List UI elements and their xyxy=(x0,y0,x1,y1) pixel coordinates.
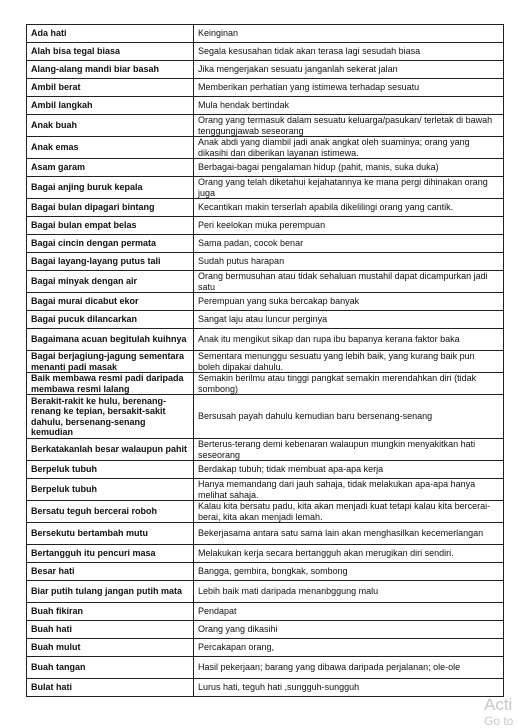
peribahasa-meaning: Berterus-terang demi kebenaran walaupun mungkin menyakitkan hati seseorang xyxy=(194,439,504,461)
peribahasa-meaning: Semakin berilmu atau tinggi pangkat semakin merendahkan diri (tidak sombong) xyxy=(194,373,504,395)
table-row xyxy=(27,159,504,177)
peribahasa-term: Bagai murai dicabut ekor xyxy=(27,293,194,311)
peribahasa-meaning: Kalau kita bersatu padu, kita akan menjadi kuat tetapi kalau kita bercerai-berai, kita akan menjadi lemah. xyxy=(194,501,504,523)
peribahasa-meaning: Sudah putus harapan xyxy=(194,253,504,271)
peribahasa-meaning: Berdakap tubuh; tidak membuat apa-apa kerja xyxy=(194,461,504,479)
table-row xyxy=(27,351,504,373)
table-row xyxy=(27,311,504,329)
watermark-line-2: Go to xyxy=(484,714,514,728)
peribahasa-meaning: Berbagai-bagai pengalaman hidup (pahit, manis, suka duka) xyxy=(194,159,504,177)
peribahasa-meaning: Pendapat xyxy=(194,603,504,621)
peribahasa-term: Bertangguh itu pencuri masa xyxy=(27,545,194,563)
peribahasa-meaning: Hasil pekerjaan; barang yang dibawa daripada perjalanan; ole-ole xyxy=(194,657,504,679)
table-row xyxy=(27,395,504,439)
peribahasa-meaning: Lebih baik mati daripada menanbggung malu xyxy=(194,581,504,603)
peribahasa-meaning: Peri keelokan muka perempuan xyxy=(194,217,504,235)
table-row xyxy=(27,603,504,621)
table-row xyxy=(27,217,504,235)
peribahasa-term: Alang-alang mandi biar basah xyxy=(27,61,194,79)
peribahasa-term: Berpeluk tubuh xyxy=(27,479,194,501)
peribahasa-meaning: Kecantikan makin terserlah apabila dikelilingi orang yang cantik. xyxy=(194,199,504,217)
table-row xyxy=(27,271,504,293)
table-row xyxy=(27,657,504,679)
peribahasa-term: Berakit-rakit ke hulu, berenang-renang ke tepian, bersakit-sakit dahulu, bersenang-senang kemudian xyxy=(27,395,194,439)
activate-windows-watermark xyxy=(484,696,513,728)
peribahasa-meaning: Sementara menunggu sesuatu yang lebih baik, yang kurang baik pun boleh dipakai dahulu. xyxy=(194,351,504,373)
peribahasa-term: Anak buah xyxy=(27,115,194,137)
peribahasa-term: Ada hati xyxy=(27,25,194,43)
peribahasa-meaning: Orang bermusuhan atau tidak sehaluan mustahil dapat dicampurkan jadi satu xyxy=(194,271,504,293)
peribahasa-term: Ambil berat xyxy=(27,79,194,97)
peribahasa-term: Bagai bulan empat belas xyxy=(27,217,194,235)
peribahasa-term: Biar putih tulang jangan putih mata xyxy=(27,581,194,603)
peribahasa-meaning: Melakukan kerja secara bertangguh akan merugikan diri sendiri. xyxy=(194,545,504,563)
peribahasa-term: Asam garam xyxy=(27,159,194,177)
table-row xyxy=(27,235,504,253)
peribahasa-meaning: Memberikan perhatian yang istimewa terhadap sesuatu xyxy=(194,79,504,97)
table-row xyxy=(27,679,504,697)
watermark-line-1: Acti xyxy=(484,695,513,714)
peribahasa-meaning: Percakapan orang, xyxy=(194,639,504,657)
table-row xyxy=(27,79,504,97)
peribahasa-meaning: Perempuan yang suka bercakap banyak xyxy=(194,293,504,311)
peribahasa-term: Alah bisa tegal biasa xyxy=(27,43,194,61)
table-row xyxy=(27,293,504,311)
peribahasa-term: Bulat hati xyxy=(27,679,194,697)
peribahasa-term: Bagai layang-layang putus tali xyxy=(27,253,194,271)
peribahasa-meaning: Segala kesusahan tidak akan terasa lagi sesudah biasa xyxy=(194,43,504,61)
peribahasa-term: Buah tangan xyxy=(27,657,194,679)
table-row xyxy=(27,373,504,395)
table-row xyxy=(27,253,504,271)
table-body xyxy=(27,25,504,697)
peribahasa-term: Bersekutu bertambah mutu xyxy=(27,523,194,545)
table-row xyxy=(27,439,504,461)
peribahasa-meaning: Orang yang termasuk dalam sesuatu keluarga/pasukan/ terletak di bawah tenggungjawab seseorang xyxy=(194,115,504,137)
peribahasa-term: Anak emas xyxy=(27,137,194,159)
table-row xyxy=(27,97,504,115)
peribahasa-term: Bagai berjagiung-jagung sementara menanti padi masak xyxy=(27,351,194,373)
peribahasa-term: Bagai bulan dipagari bintang xyxy=(27,199,194,217)
peribahasa-meaning: Bangga, gembira, bongkak, sombong xyxy=(194,563,504,581)
table-row xyxy=(27,329,504,351)
table-row xyxy=(27,581,504,603)
table-row xyxy=(27,61,504,79)
table-row xyxy=(27,137,504,159)
peribahasa-term: Berkatakanlah besar walaupun pahit xyxy=(27,439,194,461)
peribahasa-meaning: Orang yang telah diketahui kejahatannya ke mana pergi dihinakan orang juga xyxy=(194,177,504,199)
table-row xyxy=(27,25,504,43)
peribahasa-term: Buah fikiran xyxy=(27,603,194,621)
peribahasa-term: Besar hati xyxy=(27,563,194,581)
peribahasa-meaning: Bekerjasama antara satu sama lain akan menghasilkan kecemerlangan xyxy=(194,523,504,545)
peribahasa-term: Buah hati xyxy=(27,621,194,639)
table-row xyxy=(27,461,504,479)
peribahasa-meaning: Jika mengerjakan sesuatu janganlah sekerat jalan xyxy=(194,61,504,79)
peribahasa-meaning: Lurus hati, teguh hati ,sungguh-sungguh xyxy=(194,679,504,697)
table-row xyxy=(27,639,504,657)
peribahasa-table xyxy=(26,24,504,697)
table-row xyxy=(27,563,504,581)
peribahasa-term: Buah mulut xyxy=(27,639,194,657)
table-row xyxy=(27,177,504,199)
peribahasa-term: Ambil langkah xyxy=(27,97,194,115)
table-row xyxy=(27,501,504,523)
table-row xyxy=(27,43,504,61)
table-row xyxy=(27,523,504,545)
peribahasa-meaning: Bersusah payah dahulu kemudian baru bersenang-senang xyxy=(194,395,504,439)
peribahasa-meaning: Sama padan, cocok benar xyxy=(194,235,504,253)
peribahasa-meaning: Keinginan xyxy=(194,25,504,43)
peribahasa-meaning: Orang yang dikasihi xyxy=(194,621,504,639)
peribahasa-meaning: Hanya memandang dari jauh sahaja, tidak melakukan apa-apa hanya melihat sahaja. xyxy=(194,479,504,501)
table-row xyxy=(27,479,504,501)
table-row xyxy=(27,621,504,639)
peribahasa-meaning: Mula hendak bertindak xyxy=(194,97,504,115)
peribahasa-meaning: Anak abdi yang diambil jadi anak angkat oleh suaminya; orang yang dikasihi dan diberikan layanan istimewa. xyxy=(194,137,504,159)
peribahasa-term: Bagai anjing buruk kepala xyxy=(27,177,194,199)
table-row xyxy=(27,115,504,137)
peribahasa-term: Bagai pucuk dilancarkan xyxy=(27,311,194,329)
peribahasa-term: Bagai cincin dengan permata xyxy=(27,235,194,253)
table-row xyxy=(27,545,504,563)
peribahasa-meaning: Anak itu mengikut sikap dan rupa ibu bapanya kerana faktor baka xyxy=(194,329,504,351)
table-row xyxy=(27,199,504,217)
peribahasa-meaning: Sangat laju atau luncur perginya xyxy=(194,311,504,329)
peribahasa-term: Bagaimana acuan begitulah kuihnya xyxy=(27,329,194,351)
peribahasa-term: Bagai minyak dengan air xyxy=(27,271,194,293)
peribahasa-term: Bersatu teguh bercerai roboh xyxy=(27,501,194,523)
peribahasa-term: Baik membawa resmi padi daripada membawa resmi lalang xyxy=(27,373,194,395)
peribahasa-term: Berpeluk tubuh xyxy=(27,461,194,479)
